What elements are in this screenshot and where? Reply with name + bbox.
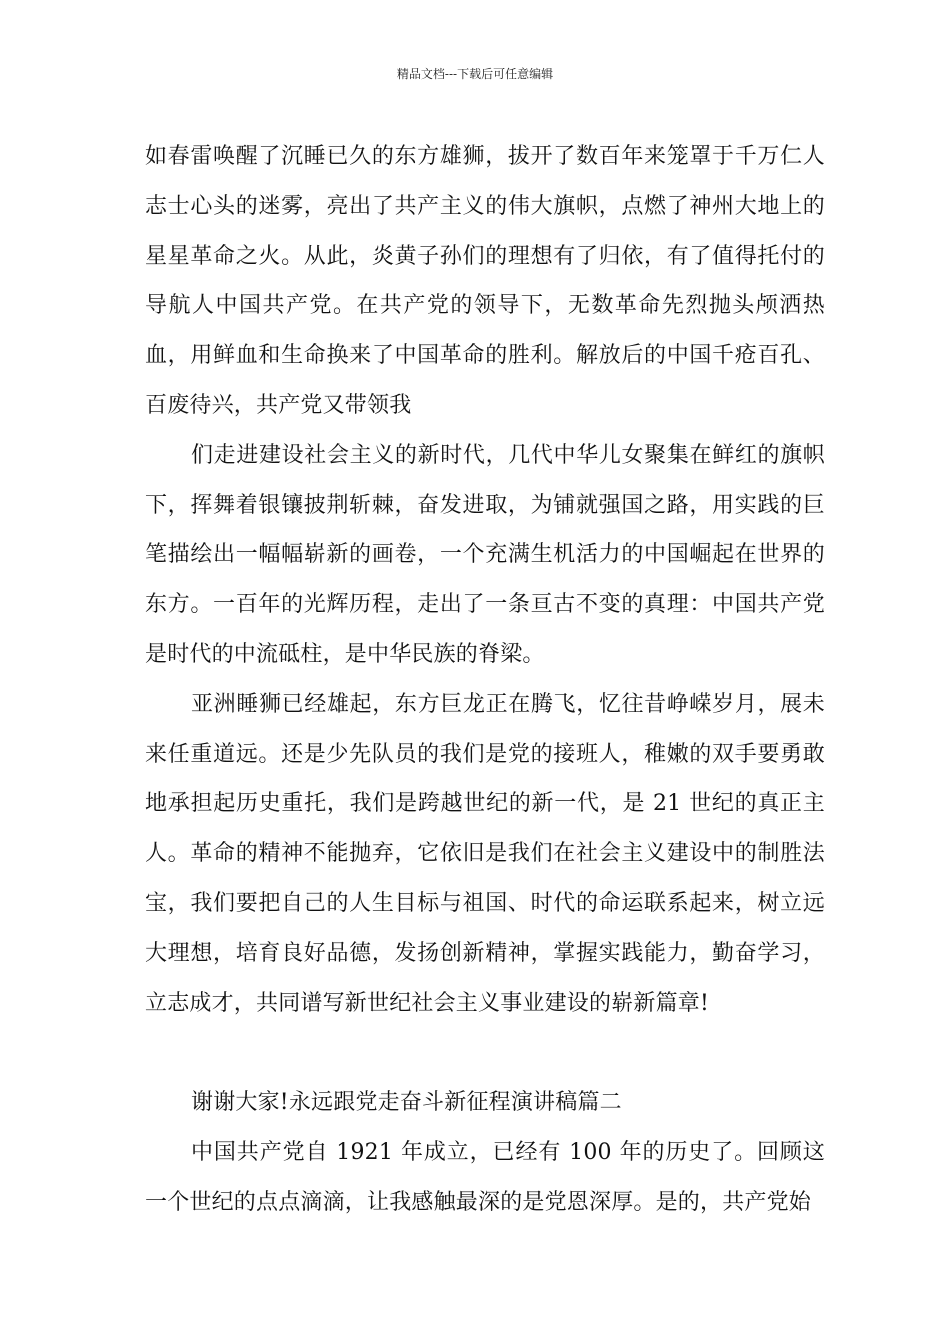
document-body	[145, 132, 825, 1228]
paragraph-1: 如春雷唤醒了沉睡已久的东方雄狮，拔开了数百年来笼罩于千万仁人志士心头的迷雾，亮出了共产主义的伟大旗帜，点燃了神州大地上的星星革命之火。从此，炎黄子孙们的理想有了归依，有了值得托付的导航人中国共产党。在共产党的领导下，无数革命先烈抛头颅洒热血，用鲜血和生命换来了中国革命的胜利。解放后的中国千疮百孔、百废待兴，共产党又带领我	[145, 144, 825, 418]
section-heading: 谢谢大家!永远跟党走奋斗新征程演讲稿篇二	[191, 1090, 622, 1116]
page-header: 精品文档---下载后可任意编辑	[396, 67, 554, 81]
paragraph-4: 中国共产党自 1921 年成立，已经有 100 年的历史了。回顾这一个世纪的点点滴滴，让我感触最深的是党恩深厚。是的，共产党始	[145, 1140, 825, 1215]
paragraph-3: 亚洲睡狮已经雄起，东方巨龙正在腾飞，忆往昔峥嵘岁月，展未来任重道远。还是少先队员的我们是党的接班人，稚嫩的双手要勇敢地承担起历史重托，我们是跨越世纪的新一代，是 21 世纪的真正主人。革命的精神不能抛弃，它依旧是我们在社会主义建设中的制胜法宝，我们要把自己的人生目标与祖国、时代的命运联系起来，树立远大理想，培育良好品德，发扬创新精神，掌握实践能力，勤奋学习，立志成才，共同谱写新世纪社会主义事业建设的崭新篇章!	[145, 691, 825, 1016]
paragraph-2: 们走进建设社会主义的新时代，几代中华儿女聚集在鲜红的旗帜下，挥舞着银镶披荆斩棘，奋发进取，为铺就强国之路，用实践的巨笔描绘出一幅幅崭新的画卷，一个充满生机活力的中国崛起在世界的东方。一百年的光辉历程，走出了一条亘古不变的真理：中国共产党是时代的中流砥柱，是中华民族的脊梁。	[145, 442, 825, 667]
